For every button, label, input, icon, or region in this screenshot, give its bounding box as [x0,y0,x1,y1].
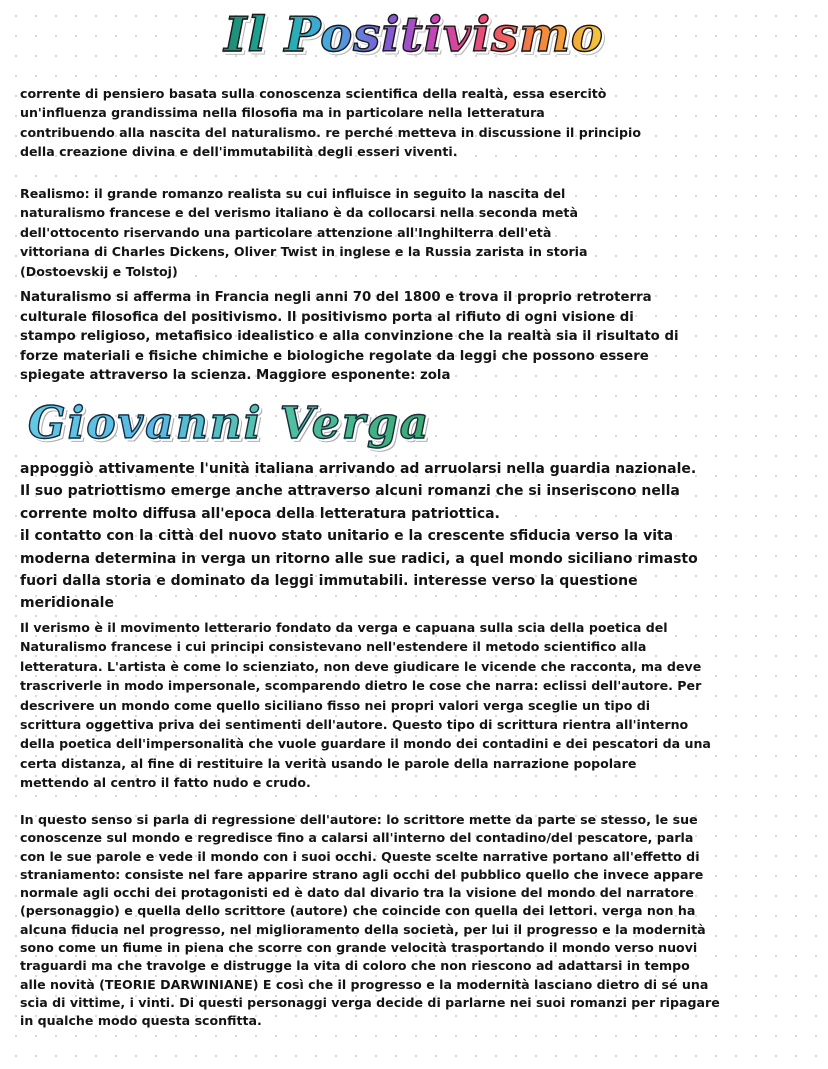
paragraph-regressione: In questo senso si parla di regressione dell'autore: lo scrittore mette da parte se stesso, le sue conoscenze sul mondo e regredisce fino a calarsi all'interno del contadino/del pescatore, parla con le sue parole e vede il mondo con i suoi occhi. Queste scelte narrative portano all'effetto di straniamento: consiste nel fare apparire strano agli occhi del pubblico quello che invece appare normale agli occhi dei protagonisti ed è dato dal divario tra la visione del mondo del narratore (personaggio) e quella dello scrittore (autore) che coincide con quella dei lettori. verga non ha alcuna fiducia nel progresso, nel miglioramento della società, per lui il progresso e la modernità sono come un fiume in piena che scorre con grande velocità trasportando il mondo verso nuovi traguardi ma che travolge e distrugge la vita di coloro che non riescono ad adattarsi in tempo alle novità (TEORIE DARWINIANE) E così che il progresso e la modernità lasciano dietro di sé una scia di vittime, i vinti. Di questi personaggi verga decide di parlarne nei suoi romanzi per ripagare in qualche modo questa sconfitta. [20,812,720,1029]
paragraph-naturalismo: Naturalismo si afferma in Francia negli anni 70 del 1800 e trova il proprio retroterra culturale filosofica del positivismo. Il positivismo porta al rifiuto di ogni visione di stampo religioso, metafisico idealistico e alla convinzione che la realtà sia il risultato di forze materiali e fisiche chimiche e biologiche regolate da leggi che possono essere spiegate attraverso la scienza. Maggiore esponente: zola [20,290,679,384]
paragraph-realismo: Realismo: il grande romanzo realista su cui influisce in seguito la nascita del naturalismo francese e del verismo italiano è da collocarsi nella seconda metà dell'ottocento riservando una particolare attenzione all'Inghilterra dell'età vittoriana di Charles Dickens, Oliver Twist in inglese e la Russia zarista in storia (Dostoevskij e Tolstoj) [20,186,588,279]
paragraph-verga-intro: appoggiò attivamente l'unità italiana arrivando ad arruolarsi nella guardia nazionale. Il suo patriottismo emerge anche attraverso alcuni romanzi che si inseriscono nella corrente molto diffusa all'epoca della letteratura patriottica. il contatto con la città del nuovo stato unitario e la crescente sfiducia verso la vita moderna determina in verga un ritorno alle sue radici, a quel mondo siciliano rimasto fuori dalla storia e dominato da leggi immutabili. interesse verso la questione meridionale [20,461,698,612]
paragraph-positivismo-intro: corrente di pensiero basata sulla conoscenza scientifica della realtà, essa esercitò un'influenza grandissima nella filosofia ma in particolare nella letteratura contribuendo alla nascita del naturalismo. re perché metteva in discussione il principio della creazione divina e dell'immutabilità degli esseri viventi. [20,86,641,160]
section-title: Giovanni Verga [28,398,431,449]
paragraph-verismo: Il verismo è il movimento letterario fondato da verga e capuana sulla scia della poetica del Naturalismo francese i cui principi consistevano nell'estendere il metodo scientifico alla letteratura. L'artista è come lo scienziato, non deve giudicare le vicende che racconta, ma deve trascriverle in modo impersonale, scomparendo dietro le cose che narra: eclissi dell'autore. Per descrivere un mondo come quello siciliano fisso nei propri valori verga sceglie un tipo di scrittura oggettiva priva dei sentimenti dell'autore. Questo tipo di scrittura rientra all'interno della poetica dell'impersonalità che vuole guardare il mondo dei contadini e dei pescatori da una certa distanza, al fine di restituire la verità usando le parole della narrazione popolare mettendo al centro il fatto nudo e crudo. [20,620,711,791]
page-title: Il Positivismo [224,7,604,63]
